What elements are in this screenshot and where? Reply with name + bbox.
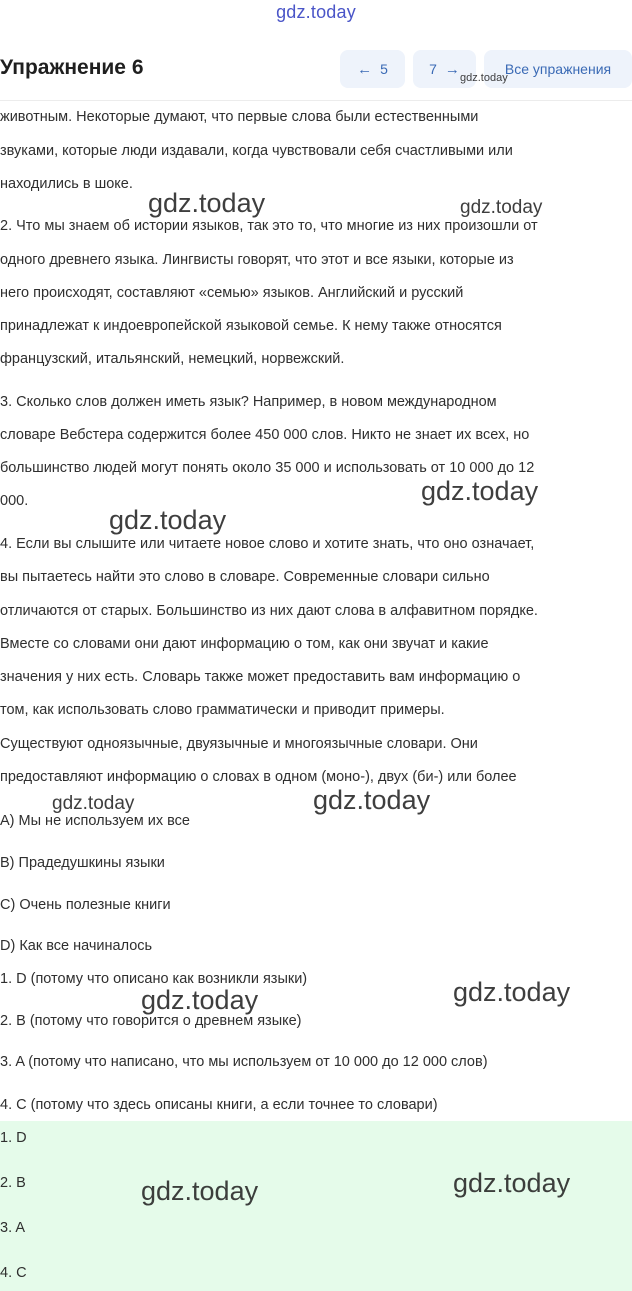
arrow-left-icon: ← — [357, 60, 373, 78]
text-line: одного древнего языка. Лингвисты говорят, что этот и все языки, которые из — [0, 252, 514, 268]
watermark: gdz.today — [421, 476, 539, 506]
text-line: 000. — [0, 493, 29, 509]
watermark: gdz.today — [141, 1176, 259, 1206]
text-line: отличаются от старых. Большинство из них дают слова в алфавитном порядке. — [0, 603, 538, 619]
answers-box — [0, 1121, 632, 1291]
watermark: gdz.today — [460, 197, 543, 218]
text-line: D) Как все начиналось — [0, 938, 153, 954]
watermark: gdz.today — [460, 72, 508, 84]
text-line: животным. Некоторые думают, что первые слова были естественными — [0, 109, 479, 125]
text-line: звуками, которые люди издавали, когда чувствовали себя счастливыми или — [0, 143, 513, 159]
answer-item: 1. D — [0, 1130, 27, 1146]
exercise-header — [0, 46, 632, 94]
text-line: находились в шоке. — [0, 176, 133, 192]
watermark: gdz.today — [52, 793, 135, 814]
text-line: A) Мы не используем их все — [0, 813, 190, 829]
text-line: французский, итальянский, немецкий, норвежский. — [0, 351, 345, 367]
watermark: gdz.today — [453, 977, 571, 1007]
header-divider — [0, 100, 632, 101]
all-exercises-button[interactable] — [484, 50, 632, 88]
watermark: gdz.today — [148, 188, 266, 218]
watermark: gdz.today — [313, 785, 431, 815]
watermark: gdz.today — [109, 505, 227, 535]
prev-exercise-button[interactable] — [340, 50, 405, 88]
prev-exercise-label: 5 — [380, 61, 388, 77]
text-line: Вместе со словами они дают информацию о том, как они звучат и какие — [0, 636, 489, 652]
next-exercise-button[interactable] — [413, 50, 476, 88]
watermark: gdz.today — [453, 1168, 571, 1198]
all-exercises-label: Все упражнения — [504, 61, 612, 77]
text-line: 2. Что мы знаем об истории языков, так это то, что многие из них произошли от — [0, 218, 538, 234]
text-line: словаре Вебстера содержится более 450 000 слов. Никто не знает их всех, но — [0, 427, 530, 443]
arrow-right-icon: → — [444, 60, 460, 78]
text-line: принадлежат к индоевропейской языковой семье. К нему также относятся — [0, 318, 502, 334]
text-line: предоставляют информацию о словах в одном (моно-), двух (би-) или более — [0, 769, 517, 785]
page-title: Упражнение 6 — [0, 56, 144, 79]
text-line: него происходят, составляют «семью» языков. Английский и русский — [0, 285, 464, 301]
text-line: 1. D (потому что описано как возникли языки) — [0, 971, 308, 987]
site-logo[interactable]: gdz.today — [276, 2, 356, 22]
text-line: том, как использовать слово грамматически и приводит примеры. — [0, 702, 445, 718]
text-line: Существуют одноязычные, двуязычные и многоязычные словари. Они — [0, 736, 478, 752]
text-line: вы пытаетесь найти это слово в словаре. Современные словари сильно — [0, 569, 490, 585]
answer-item: 3. A — [0, 1220, 25, 1236]
text-line: B) Прадедушкины языки — [0, 855, 165, 871]
text-line: значения у них есть. Словарь также может предоставить вам информацию о — [0, 669, 521, 685]
watermark: gdz.today — [141, 985, 259, 1015]
answer-item: 2. B — [0, 1175, 26, 1191]
text-line: 2. B (потому что говорится о древнем языке) — [0, 1013, 302, 1029]
next-exercise-label: 7 — [429, 61, 437, 77]
text-line: 3. A (потому что написано, что мы используем от 10 000 до 12 000 слов) — [0, 1054, 488, 1070]
text-line: 4. C (потому что здесь описаны книги, а если точнее то словари) — [0, 1097, 438, 1113]
answer-item: 4. C — [0, 1265, 27, 1281]
text-line: большинство людей могут понять около 35 000 и использовать от 10 000 до 12 — [0, 460, 535, 476]
text-line: 3. Сколько слов должен иметь язык? Например, в новом международном — [0, 394, 497, 410]
text-line: 4. Если вы слышите или читаете новое слово и хотите знать, что оно означает, — [0, 536, 535, 552]
text-line: C) Очень полезные книги — [0, 897, 171, 913]
